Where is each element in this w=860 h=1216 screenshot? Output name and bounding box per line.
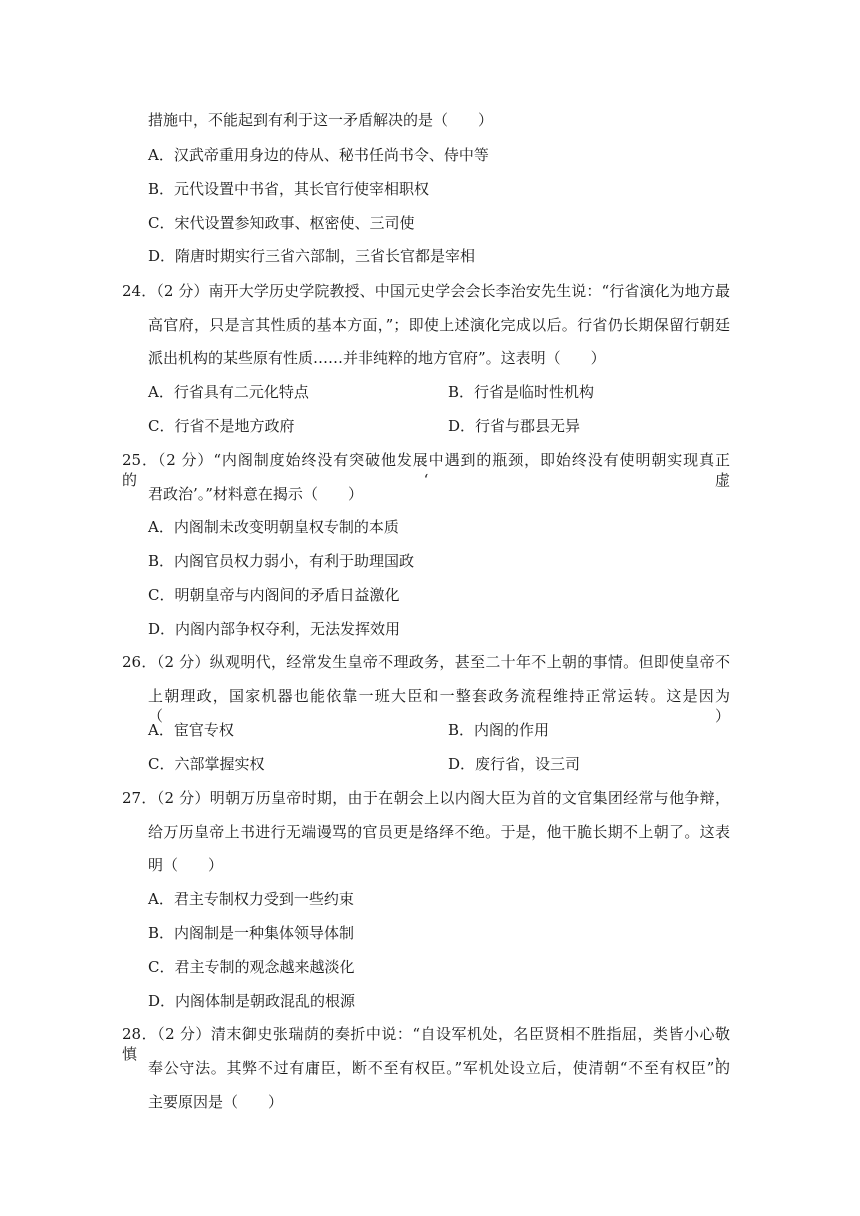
q23-option-d: D．隋唐时期实行三省六部制，三省长官都是宰相 <box>148 247 476 265</box>
q25-option-d: D．内阁内部争权夺利，无法发挥效用 <box>148 620 401 638</box>
q27-option-a: A．君主专制权力受到一些约束 <box>148 890 354 908</box>
q23-option-b: B．元代设置中书省，其长官行使宰相职权 <box>148 180 430 198</box>
q26-stem-line-1: 26．（2 分）纵观明代，经常发生皇帝不理政务，甚至二十年不上朝的事情。但即使皇帝不 <box>122 653 730 671</box>
q27-option-b: B．内阁制是一种集体领导体制 <box>148 924 355 942</box>
q23-stem-tail: 措施中，不能起到有利于这一矛盾解决的是（ ） <box>148 111 494 129</box>
q25-stem-line-1: 25．（2 分）“内阁制度始终没有突破他发展中遇到的瓶颈，即始终没有使明朝实现真正的‘虚 <box>122 451 730 489</box>
q28-stem-line-3: 主要原因是（ ） <box>148 1093 284 1111</box>
q24-stem-line-3: 派出机构的某些原有性质……并非纯粹的地方官府”。这表明（ ） <box>148 349 606 367</box>
q27-option-c: C．君主专制的观念越来越淡化 <box>148 958 355 976</box>
q26-option-b: B．内阁的作用 <box>448 721 550 739</box>
q25-option-b: B．内阁官员权力弱小，有利于助理国政 <box>148 552 415 570</box>
q27-stem-line-2: 给万历皇帝上书进行无端谩骂的官员更是络绎不绝。于是，他干脆长期不上朝了。这表 <box>148 823 730 841</box>
q26-option-c: C．六部掌握实权 <box>148 755 265 773</box>
q24-option-d: D．行省与郡县无异 <box>448 417 581 435</box>
q23-option-a: A．汉武帝重用身边的侍从、秘书任尚书令、侍中等 <box>148 146 489 164</box>
q24-stem-line-2: 高官府，只是言其性质的基本方面，”；即使上述演化完成以后。行省仍长期保留行朝廷 <box>148 316 730 334</box>
q23-option-c: C．宋代设置参知政事、枢密使、三司使 <box>148 214 415 232</box>
q26-option-d: D．废行省，设三司 <box>448 755 581 773</box>
q26-stem-line-2: 上朝理政，国家机器也能依靠一班大臣和一整套政务流程维持正常运转。这是因为（ ） <box>148 687 730 725</box>
q25-option-a: A．内阁制未改变明朝皇权专制的本质 <box>148 518 399 536</box>
q24-option-b: B．行省是临时性机构 <box>448 383 595 401</box>
q27-stem-line-3: 明（ ） <box>148 856 224 874</box>
q25-option-c: C．明朝皇帝与内阁间的矛盾日益激化 <box>148 586 400 604</box>
q26-option-a: A．宦官专权 <box>148 721 234 739</box>
q24-option-c: C．行省不是地方政府 <box>148 417 295 435</box>
q28-stem-line-1: 28．（2 分）清末御史张瑞荫的奏折中说：“自设军机处，名臣贤相不胜指屈，类皆小心敬慎， <box>122 1025 730 1063</box>
q24-stem-line-1: 24．（2 分）南开大学历史学院教授、中国元史学会会长李治安先生说：“行省演化为地方最 <box>122 282 730 300</box>
q24-option-a: A．行省具有二元化特点 <box>148 383 309 401</box>
q28-stem-line-2: 奉公守法。其弊不过有庸臣，断不至有权臣。”军机处设立后，使清朝“不至有权臣”的 <box>148 1059 730 1077</box>
q27-option-d: D．内阁体制是朝政混乱的根源 <box>148 992 356 1010</box>
q27-stem-line-1: 27．（2 分）明朝万历皇帝时期，由于在朝会上以内阁大臣为首的文官集团经常与他争辩， <box>122 789 730 807</box>
q25-stem-line-2: 君政治’。”材料意在揭示（ ） <box>148 485 363 503</box>
